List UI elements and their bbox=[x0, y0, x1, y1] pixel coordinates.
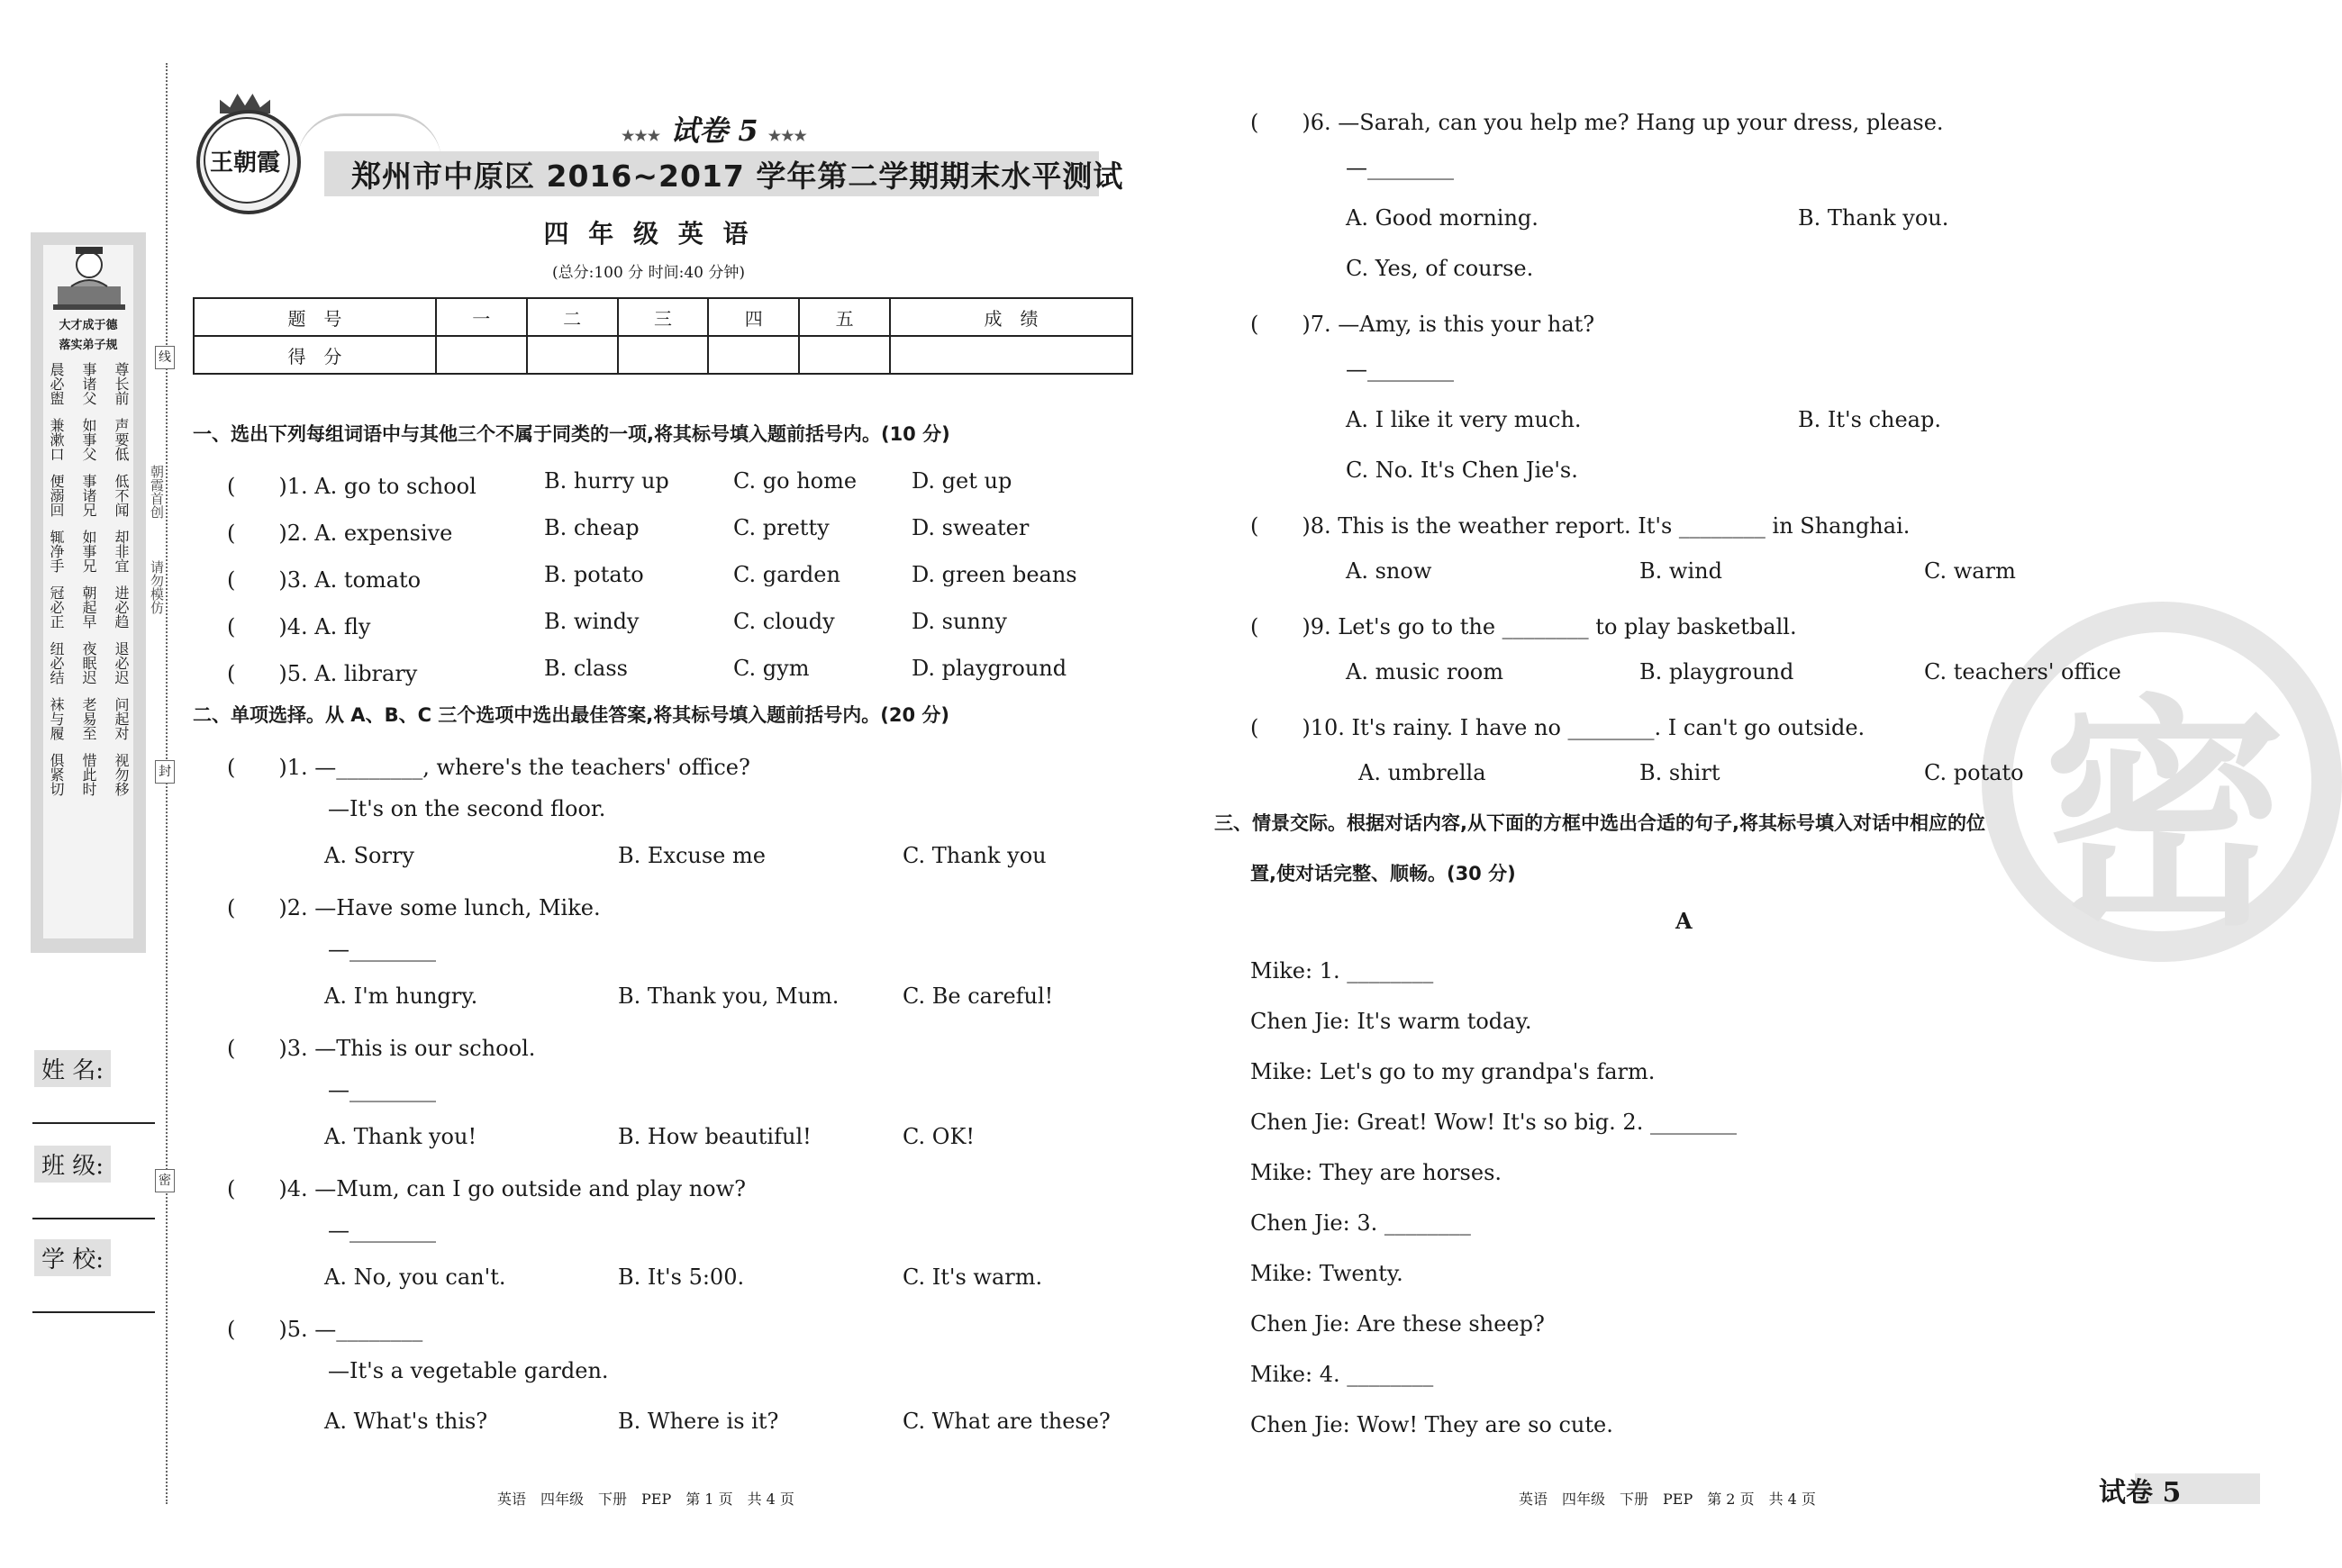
score-note: (总分:100 分 时间:40 分钟) bbox=[551, 264, 745, 282]
dialogue-line: Mike: 1. ________ bbox=[1250, 958, 1434, 983]
score-cell[interactable] bbox=[799, 336, 890, 374]
section2-title: 二、单项选择。从 A、B、C 三个选项中选出最佳答案,将其标号填入题前括号内。(20 分) bbox=[193, 704, 949, 726]
s2-q9-option-c: C. teachers' office bbox=[1924, 659, 2121, 684]
s2-q10-option-b: B. shirt bbox=[1639, 760, 1720, 785]
score-table-header: 三 bbox=[618, 298, 709, 336]
dialogue-line: Mike: Twenty. bbox=[1250, 1261, 1403, 1286]
s2-q5-option-a: A. What's this? bbox=[324, 1409, 488, 1434]
s2-q10-option-c: C. potato bbox=[1924, 760, 2024, 785]
section3-title-line2: 置,使对话完整、顺畅。(30 分) bbox=[1250, 863, 1516, 884]
footer-right: 英语 四年级 下册 PEP 第 2 页 共 4 页 bbox=[1519, 1491, 1816, 1508]
score-cell[interactable] bbox=[527, 336, 618, 374]
score-cell[interactable] bbox=[708, 336, 799, 374]
s2-q1-option-c: C. Thank you bbox=[903, 843, 1047, 868]
maxim-group: 袜与履 老易至 问起对 bbox=[48, 697, 130, 740]
s1-q2-option-b: B. cheap bbox=[544, 515, 640, 540]
s2-q4-reply: —________ bbox=[328, 1218, 436, 1243]
s1-q1-option-c: C. go home bbox=[733, 468, 858, 494]
school-label: 学 校: bbox=[34, 1239, 111, 1276]
maxim-group: 纽必结 夜眠迟 退必迟 bbox=[48, 641, 130, 684]
exam-subtitle: 四 年 级 英 语 bbox=[543, 219, 754, 249]
s1-q3-option-d: D. green beans bbox=[912, 562, 1077, 587]
s2-q1-option-a: A. Sorry bbox=[324, 843, 414, 868]
s2-q8-option-c: C. warm bbox=[1924, 558, 2016, 584]
score-row-label: 得 分 bbox=[194, 336, 436, 374]
name-label: 姓 名: bbox=[34, 1050, 111, 1087]
section3-part-label: A bbox=[1675, 908, 1693, 934]
maxim-group: 兼漱口 如事父 声要低 bbox=[48, 418, 130, 461]
s2-q10-option-a: A. umbrella bbox=[1358, 760, 1486, 785]
s1-q2-option-c: C. pretty bbox=[733, 515, 830, 540]
s1-q5-option-b: B. class bbox=[544, 656, 628, 681]
s2-q5-reply: —It's a vegetable garden. bbox=[328, 1358, 609, 1383]
dialogue-line: Chen Jie: Great! Wow! It's so big. 2. ________ bbox=[1250, 1110, 1737, 1135]
dialogue-line: Chen Jie: It's warm today. bbox=[1250, 1009, 1532, 1034]
s2-q7-stem: ( )7. —Amy, is this your hat? bbox=[1250, 312, 1595, 337]
s2-q9-option-b: B. playground bbox=[1639, 659, 1794, 684]
maxim-group: 俱紧切 惜此时 视勿移 bbox=[48, 753, 130, 796]
s2-q3-option-a: A. Thank you! bbox=[324, 1124, 477, 1149]
name-field[interactable] bbox=[32, 1122, 155, 1124]
s1-q5-stem: ( )5. A. library bbox=[227, 661, 418, 686]
cut-mark-1: 线 bbox=[155, 346, 175, 369]
stars-right-icon: ★★★ bbox=[767, 127, 807, 144]
s1-q3-option-b: B. potato bbox=[544, 562, 644, 587]
motto-line-2: 落实弟子规 bbox=[59, 339, 118, 352]
vertical-note-1: 朝霞首创 bbox=[149, 465, 165, 519]
paper-number-text: 试卷 5 bbox=[670, 113, 758, 148]
score-table bbox=[193, 297, 1133, 375]
s2-q6-option-b: B. Thank you. bbox=[1798, 205, 1949, 231]
s1-q4-stem: ( )4. A. fly bbox=[227, 614, 371, 639]
s2-q7-reply: —________ bbox=[1346, 357, 1454, 382]
s1-q4-option-b: B. windy bbox=[544, 609, 640, 634]
s2-q8-option-a: A. snow bbox=[1346, 558, 1432, 584]
paper-tag: 试卷 5 bbox=[2099, 1477, 2182, 1509]
s2-q2-option-c: C. Be careful! bbox=[903, 983, 1054, 1009]
s1-q1-option-d: D. get up bbox=[912, 468, 1012, 494]
s1-q1-stem: ( )1. A. go to school bbox=[227, 474, 477, 499]
s1-q5-option-c: C. gym bbox=[733, 656, 810, 681]
s2-q3-option-c: C. OK! bbox=[903, 1124, 976, 1149]
vertical-note-2: 请勿模仿 bbox=[149, 560, 165, 614]
maxims bbox=[47, 362, 130, 809]
s2-q8-option-b: B. wind bbox=[1639, 558, 1722, 584]
score-cell[interactable] bbox=[618, 336, 709, 374]
s2-q3-reply: —________ bbox=[328, 1077, 436, 1102]
s2-q4-option-c: C. It's warm. bbox=[903, 1264, 1043, 1290]
s1-q2-option-d: D. sweater bbox=[912, 515, 1030, 540]
s2-q7-option-a: A. I like it very much. bbox=[1346, 407, 1582, 432]
score-table-header: 一 bbox=[436, 298, 527, 336]
class-field[interactable] bbox=[32, 1218, 155, 1219]
s2-q9-option-a: A. music room bbox=[1346, 659, 1503, 684]
s1-q5-option-d: D. playground bbox=[912, 656, 1067, 681]
cut-mark-2: 封 bbox=[155, 760, 175, 784]
school-field[interactable] bbox=[32, 1311, 155, 1313]
s2-q3-option-b: B. How beautiful! bbox=[618, 1124, 812, 1149]
exam-title: 郑州市中原区 2016~2017 学年第二学期期末水平测试 bbox=[351, 159, 1124, 194]
cut-mark-3: 密 bbox=[155, 1169, 175, 1192]
score-cell[interactable] bbox=[890, 336, 1132, 374]
score-table-header: 五 bbox=[799, 298, 890, 336]
s2-q4-option-a: A. No, you can't. bbox=[324, 1264, 506, 1290]
dialogue-line: Mike: Let's go to my grandpa's farm. bbox=[1250, 1059, 1656, 1084]
s2-q2-option-a: A. I'm hungry. bbox=[324, 983, 478, 1009]
section3-title-line1: 三、情景交际。根据对话内容,从下面的方框中选出合适的句子,将其标号填入对话中相应的位 bbox=[1214, 812, 1985, 834]
dialogue-line: Chen Jie: Are these sheep? bbox=[1250, 1311, 1545, 1337]
s2-q7-option-b: B. It's cheap. bbox=[1798, 407, 1941, 432]
s1-q2-stem: ( )2. A. expensive bbox=[227, 521, 453, 546]
paper-number bbox=[622, 108, 807, 150]
s2-q6-reply: —________ bbox=[1346, 155, 1454, 180]
score-table-header: 二 bbox=[527, 298, 618, 336]
s1-q1-option-b: B. hurry up bbox=[544, 468, 669, 494]
s2-q4-stem: ( )4. —Mum, can I go outside and play now? bbox=[227, 1176, 747, 1201]
class-label: 班 级: bbox=[34, 1146, 111, 1183]
dialogue-line: Chen Jie: 3. ________ bbox=[1250, 1210, 1471, 1236]
score-table-header-row bbox=[194, 298, 1132, 336]
score-table-header: 成 绩 bbox=[890, 298, 1132, 336]
footer-left: 英语 四年级 下册 PEP 第 1 页 共 4 页 bbox=[497, 1491, 794, 1508]
scholar-illustration-icon bbox=[49, 241, 130, 319]
score-table-header: 四 bbox=[708, 298, 799, 336]
s1-q4-option-d: D. sunny bbox=[912, 609, 1007, 634]
s2-q10-stem: ( )10. It's rainy. I have no ________. I can't go outside. bbox=[1250, 715, 1865, 740]
s2-q6-stem: ( )6. —Sarah, can you help me? Hang up your dress, please. bbox=[1250, 110, 1944, 135]
dialogue-line: Mike: They are horses. bbox=[1250, 1160, 1502, 1185]
score-cell[interactable] bbox=[436, 336, 527, 374]
s2-q2-reply: —________ bbox=[328, 937, 436, 962]
s2-q3-stem: ( )3. —This is our school. bbox=[227, 1036, 536, 1061]
s2-q5-option-c: C. What are these? bbox=[903, 1409, 1111, 1434]
s1-q3-stem: ( )3. A. tomato bbox=[227, 567, 422, 593]
dialogue-line: Mike: 4. ________ bbox=[1250, 1362, 1434, 1387]
stars-left-icon: ★★★ bbox=[622, 127, 661, 144]
maxim-group: 晨必盥 事诸父 尊长前 bbox=[48, 362, 130, 405]
maxim-group: 冠必正 朝起早 进必趋 bbox=[48, 585, 130, 629]
s2-q5-option-b: B. Where is it? bbox=[618, 1409, 779, 1434]
s2-q8-stem: ( )8. This is the weather report. It's ________ in Shanghai. bbox=[1250, 513, 1911, 539]
s2-q6-option-c: C. Yes, of course. bbox=[1346, 256, 1534, 281]
maxim-group: 辄净手 如事兄 却非宜 bbox=[48, 530, 130, 573]
s2-q2-stem: ( )2. —Have some lunch, Mike. bbox=[227, 895, 601, 920]
s2-q6-option-a: A. Good morning. bbox=[1346, 205, 1539, 231]
watermark-char: 密 bbox=[2043, 675, 2286, 958]
s2-q1-stem: ( )1. —________, where's the teachers' office? bbox=[227, 755, 750, 780]
s1-q4-option-c: C. cloudy bbox=[733, 609, 835, 634]
s2-q1-option-b: B. Excuse me bbox=[618, 843, 766, 868]
s2-q4-option-b: B. It's 5:00. bbox=[618, 1264, 745, 1290]
score-table-score-row bbox=[194, 336, 1132, 374]
binding-dotted-line bbox=[166, 63, 168, 1504]
score-table-header: 题 号 bbox=[194, 298, 436, 336]
s2-q5-stem: ( )5. —________ bbox=[227, 1317, 423, 1342]
s2-q7-option-c: C. No. It's Chen Jie's. bbox=[1346, 458, 1578, 483]
motto-line-1: 大才成于德 bbox=[59, 319, 118, 332]
s1-q3-option-c: C. garden bbox=[733, 562, 840, 587]
s2-q9-stem: ( )9. Let's go to the ________ to play basketball. bbox=[1250, 614, 1797, 639]
maxim-group: 便溺回 事诸兄 低不闻 bbox=[48, 474, 130, 517]
section1-title: 一、选出下列每组词语中与其他三个不属于同类的一项,将其标号填入题前括号内。(10 分) bbox=[193, 423, 950, 445]
s2-q2-option-b: B. Thank you, Mum. bbox=[618, 983, 840, 1009]
logo-text: 王朝霞 bbox=[209, 150, 280, 177]
s2-q1-reply: —It's on the second floor. bbox=[328, 796, 606, 821]
dialogue-line: Chen Jie: Wow! They are so cute. bbox=[1250, 1412, 1613, 1437]
